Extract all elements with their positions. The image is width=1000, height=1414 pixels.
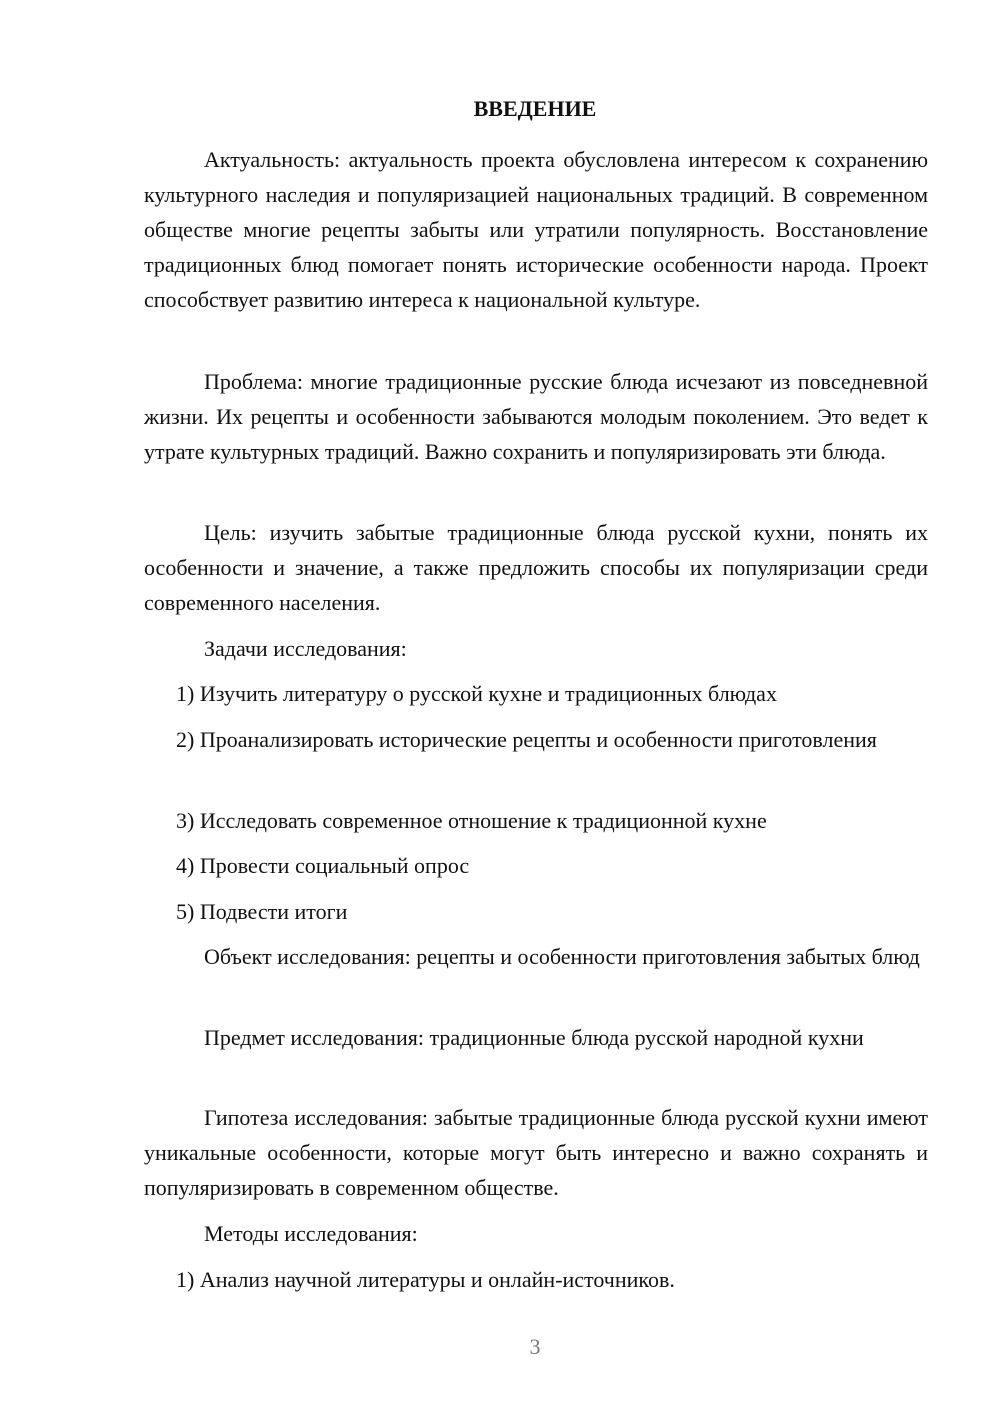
page-title: ВВЕДЕНИЕ bbox=[473, 96, 597, 121]
task-item-4: 4) Провести социальный опрос bbox=[176, 853, 470, 878]
paragraph-hypothesis: Гипотеза исследования: забытые традиционные блюда русской кухни имеют уникальные особенности, которые могут быть интересно и важно сохранять и популяризировать в современном обществе. bbox=[144, 1105, 928, 1200]
page-number: 3 bbox=[529, 1334, 541, 1359]
task-item-1: 1) Изучить литературу о русской кухне и традиционных блюдах bbox=[176, 681, 777, 706]
paragraph-problem: Проблема: многие традиционные русские блюда исчезают из повседневной жизни. Их рецепты и особенности забываются молодым поколением. Это ведет к утрате культурных традиций. Важно сохранить и популяризировать эти блюда. bbox=[144, 369, 928, 464]
task-item-2: 2) Проанализировать исторические рецепты и особенности приготовления bbox=[176, 727, 877, 752]
method-item-1: 1) Анализ научной литературы и онлайн-источников. bbox=[176, 1267, 675, 1292]
paragraph-relevance: Актуальность: актуальность проекта обусловлена интересом к сохранению культурного наследия и популяризацией национальных традиций. В современном обществе многие рецепты забыты или утратили популярность. Восстановление традиционных блюд помогает понять исторические особенности народа. Проект способствует развитию интереса к национальной культуре. bbox=[144, 147, 928, 312]
paragraph-object: Объект исследования: рецепты и особенности приготовления забытых блюд bbox=[204, 944, 920, 969]
methods-heading: Методы исследования: bbox=[204, 1221, 418, 1246]
task-item-5: 5) Подвести итоги bbox=[176, 899, 348, 924]
paragraph-subject: Предмет исследования: традиционные блюда русской народной кухни bbox=[204, 1025, 864, 1050]
paragraph-goal: Цель: изучить забытые традиционные блюда русской кухни, понять их особенности и значение, а также предложить способы их популяризации среди современного населения. bbox=[144, 520, 928, 615]
tasks-heading: Задачи исследования: bbox=[204, 636, 407, 661]
task-item-3: 3) Исследовать современное отношение к традиционной кухне bbox=[176, 808, 767, 833]
